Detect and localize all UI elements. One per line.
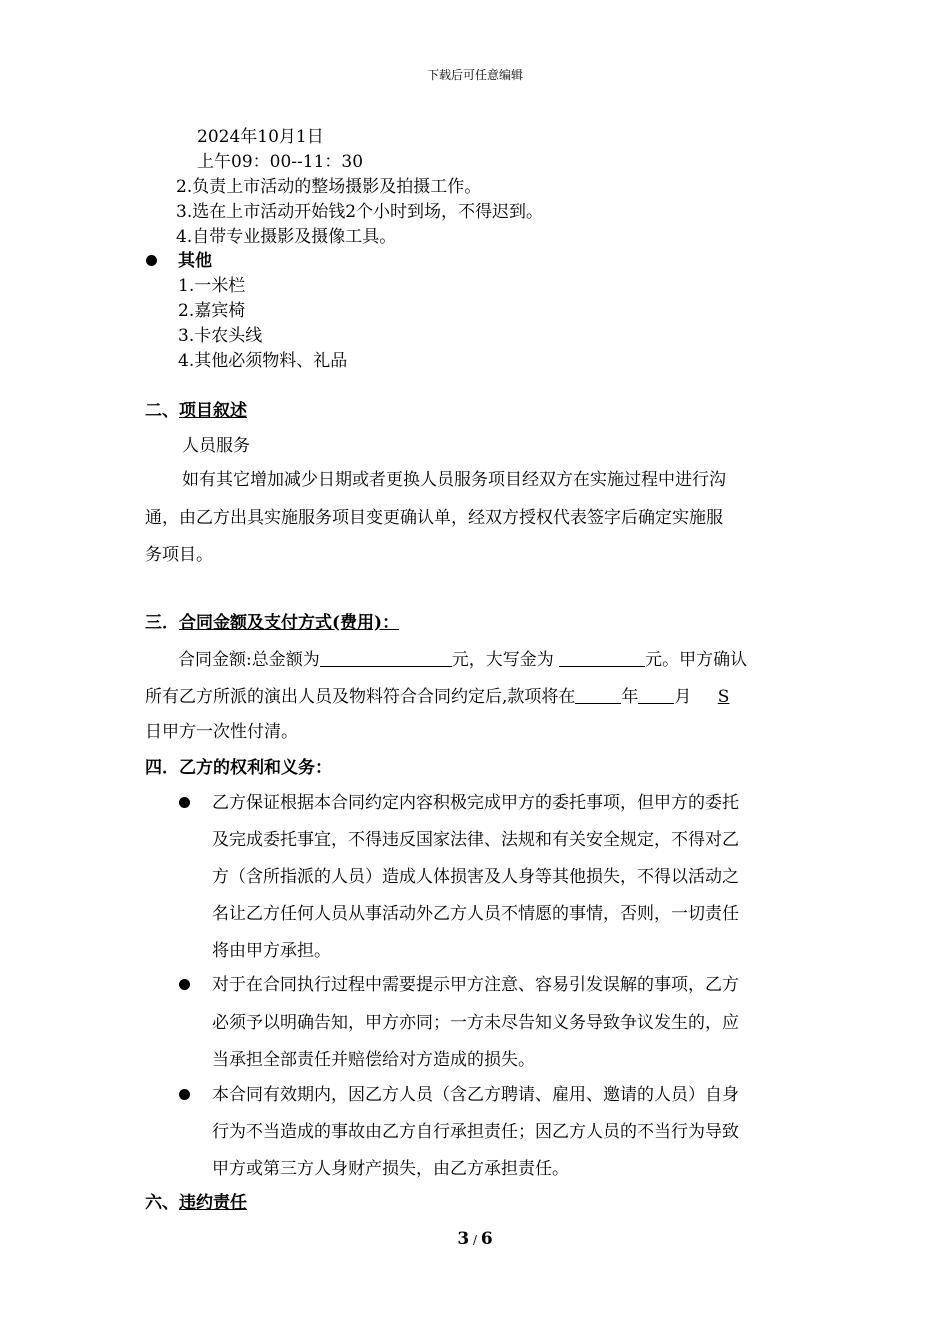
section-heading: 六、违约责任: [145, 1193, 247, 1213]
section-heading: 四．乙方的权利和义务：: [145, 758, 332, 778]
list-item: 1.一米栏: [178, 276, 246, 296]
paragraph-line: 行为不当造成的事故由乙方自行承担责任；因乙方人员的不当行为导致: [212, 1122, 739, 1142]
amount-line: 合同金额:总金额为 元，大写金为 元。甲方确认: [178, 650, 748, 670]
paragraph-line: 如有其它增加减少日期或者更换人员服务项目经双方在实施过程中进行沟: [182, 470, 726, 490]
paragraph-line: 务项目。: [145, 545, 213, 565]
paragraph-line: 对于在合同执行过程中需要提示甲方注意、容易引发误解的事项，乙方: [212, 975, 739, 995]
page-header: 下载后可任意编辑: [426, 68, 523, 82]
payment-line: 所有乙方所派的演出人员及物料符合合同约定后,款项将在 年 月 S: [145, 687, 730, 707]
paragraph-line: 通，由乙方出具实施服务项目变更确认单，经双方授权代表签字后确定实施服: [145, 508, 723, 528]
paragraph-line: 本合同有效期内，因乙方人员（含乙方聘请、雇用、邀请的人员）自身: [212, 1085, 739, 1105]
paragraph-line: 将由甲方承担。: [212, 941, 331, 961]
paragraph-line: 必须予以明确告知，甲方亦同；一方未尽告知义务导致争议发生的，应: [212, 1013, 739, 1033]
list-item: 4.自带专业摄影及摄像工具。: [176, 227, 397, 247]
page-number: 3 / 6: [457, 1229, 493, 1249]
bullet-icon: [179, 797, 190, 808]
paragraph-line: 及完成委托事宜，不得违反国家法律、法规和有关安全规定，不得对乙: [212, 830, 739, 850]
event-time: 上午09：00--11：30: [197, 152, 364, 172]
bullet-icon: [179, 979, 190, 990]
day-blank[interactable]: S: [717, 687, 730, 707]
section-heading: 三．合同金额及支付方式(费用)：: [145, 613, 400, 633]
paragraph-line: 名让乙方任何人员从事活动外乙方人员不情愿的事情，否则，一切责任: [212, 904, 739, 924]
amount-blank[interactable]: [320, 648, 452, 667]
month-blank[interactable]: [638, 685, 674, 704]
paragraph-line: 日甲方一次性付清。: [145, 722, 298, 742]
paragraph-line: 甲方或第三方人身财产损失，由乙方承担责任。: [212, 1159, 569, 1179]
bullet-icon: [179, 1089, 190, 1100]
year-blank[interactable]: [575, 685, 621, 704]
paragraph-line: 当承担全部责任并赔偿给对方造成的损失。: [212, 1050, 535, 1070]
paragraph-line: 乙方保证根据本合同约定内容积极完成甲方的委托事项，但甲方的委托: [212, 793, 739, 813]
other-title: 其他: [178, 251, 212, 271]
section-heading: 二、项目叙述: [145, 401, 247, 421]
list-item: 2.嘉宾椅: [178, 301, 246, 321]
list-item: 2.负责上市活动的整场摄影及拍摄工作。: [176, 177, 482, 197]
paragraph-line: 方（含所指派的人员）造成人体损害及人身等其他损失，不得以活动之: [212, 867, 739, 887]
event-date: 2024年10月1日: [197, 127, 324, 147]
list-item: 3.选在上市活动开始钱2个小时到场，不得迟到。: [176, 202, 544, 222]
amount-words-blank[interactable]: [559, 648, 645, 667]
bullet-icon: [146, 255, 157, 266]
list-item: 3.卡农头线: [178, 326, 263, 346]
list-item: 4.其他必须物料、礼品: [178, 351, 348, 371]
section-subtitle: 人员服务: [182, 436, 250, 456]
